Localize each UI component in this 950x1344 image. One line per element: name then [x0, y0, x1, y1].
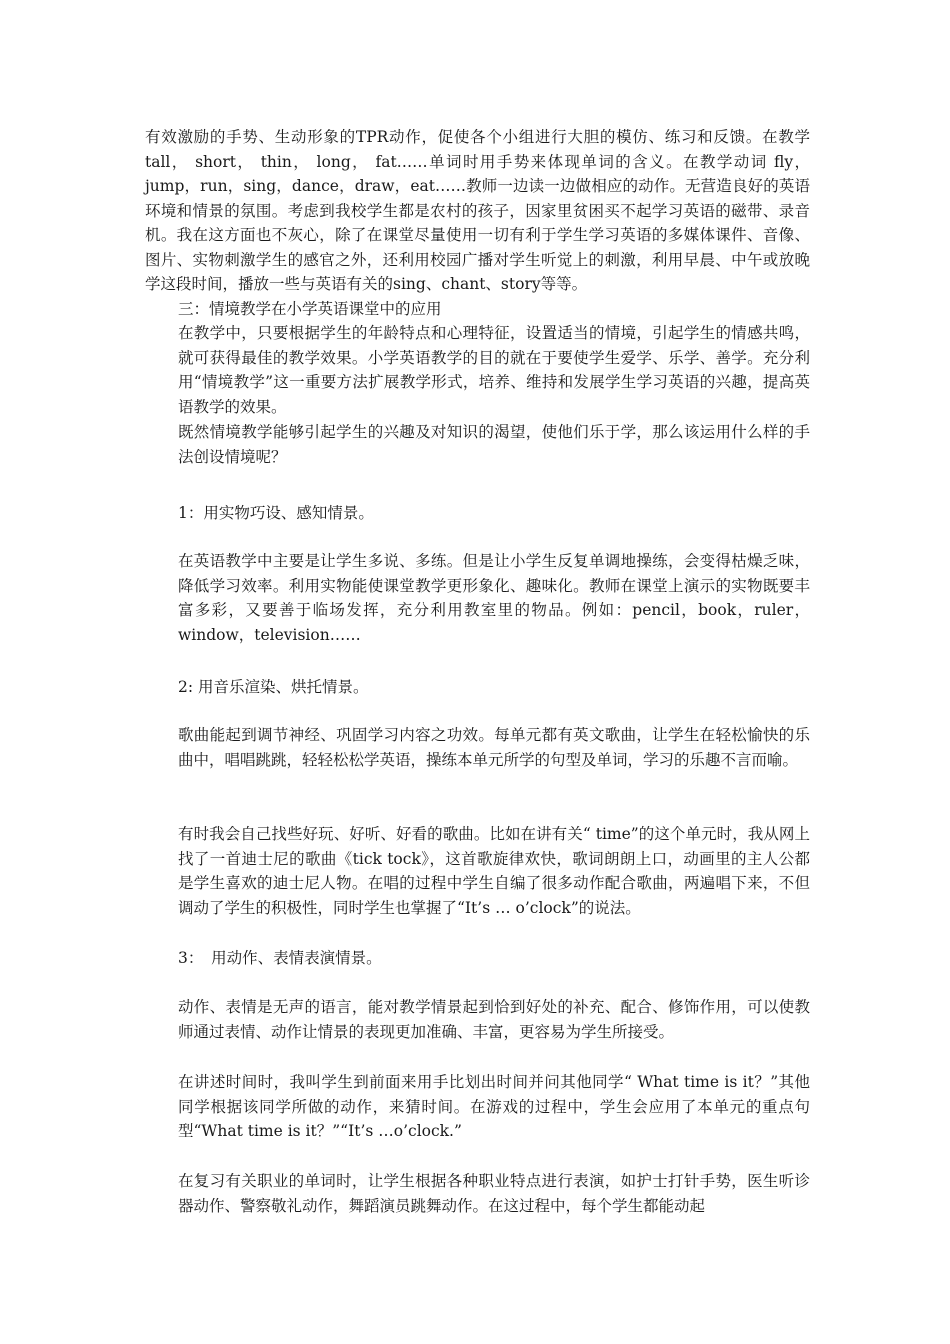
section-3-title: 三：情境教学在小学英语课堂中的应用: [178, 300, 442, 318]
heading-actions-expressions: 3： 用动作、表情表演情景。: [178, 949, 382, 967]
paragraph-occupations: 在复习有关职业的单词时，让学生根据各种职业特点进行表演，如护士打针手势，医生听诊器动作、警察敬礼动作，舞蹈演员跳舞动作。在这过程中，每个学生都能动起: [178, 1172, 810, 1215]
paragraph-situational-teaching: 在教学中，只要根据学生的年龄特点和心理特征，设置适当的情境，引起学生的情感共鸣，就可获得最佳的教学效果。小学英语教学的目的就在于要使学生爱学、乐学、善学。充分利用“情境教学”这一重要方法扩展教学形式，培养、维持和发展学生学习英语的兴趣，提高英语教学的效果。: [178, 324, 810, 416]
paragraph-body-language: 动作、表情是无声的语言，能对教学情景起到恰到好处的补充、配合、修饰作用，可以使教师通过表情、动作让情景的表现更加准确、丰富，更容易为学生所接受。: [178, 998, 810, 1041]
heading-music: 2: 用音乐渲染、烘托情景。: [178, 678, 369, 696]
paragraph-real-objects: 在英语教学中主要是让学生多说、多练。但是让小学生反复单调地操练，会变得枯燥乏味，降低学习效率。利用实物能使课堂教学更形象化、趣味化。教师在课堂上演示的实物既要丰富多彩，又要善于临场发挥，充分利用教室里的物品。例如：pencil，book，ruler，window，television……: [178, 552, 810, 644]
paragraph-tpr-gestures: 有效激励的手势、生动形象的TPR动作，促使各个小组进行大胆的模仿、练习和反馈。在教学 tall， short， thin， long， fat……单词时用手势来体现单词的含义。在教学动词 fly，jump，run，sing，dance，draw，eat……教师一边读一边做相应的动作。无营造良好的英语环境和情景的氛围。考虑到我校学生都是农村的孩子，因家里贫困买不起学习英语的磁带、录音机。我在这方面也不灰心，除了在课堂尽量使用一切有利于学生学习英语的多媒体课件、音像、图片、实物刺激学生的感官之外，还利用校园广播对学生听觉上的刺激，利用早晨、中午或放晚学这段时间，播放一些与英语有关的sing、chant、story等等。: [145, 128, 810, 293]
paragraph-tick-tock-song: 有时我会自己找些好玩、好听、好看的歌曲。比如在讲有关“ time”的这个单元时，我从网上找了一首迪士尼的歌曲《tick tock》，这首歌旋律欢快，歌词朗朗上口，动画里的主人公都是学生喜欢的迪士尼人物。在唱的过程中学生自编了很多动作配合歌曲，两遍唱下来，不但调动了学生的积极性，同时学生也掌握了“It’s … o’clock”的说法。: [178, 825, 810, 917]
heading-real-objects: 1：用实物巧设、感知情景。: [178, 504, 374, 522]
paragraph-telling-time-game: 在讲述时间时，我叫学生到前面来用手比划出时间并问其他同学“ What time is it？”其他同学根据该同学所做的动作，来猜时间。在游戏的过程中，学生会应用了本单元的重点句型“What time is it？”“It’s …o’clock.”: [178, 1073, 810, 1140]
paragraph-songs: 歌曲能起到调节神经、巩固学习内容之功效。每单元都有英文歌曲，让学生在轻松愉快的乐曲中，唱唱跳跳，轻轻松松学英语，操练本单元所学的句型及单词，学习的乐趣不言而喻。: [178, 726, 810, 769]
paragraph-how-to-create-situations: 既然情境教学能够引起学生的兴趣及对知识的渴望，使他们乐于学，那么该运用什么样的手法创设情境呢？: [178, 423, 810, 466]
